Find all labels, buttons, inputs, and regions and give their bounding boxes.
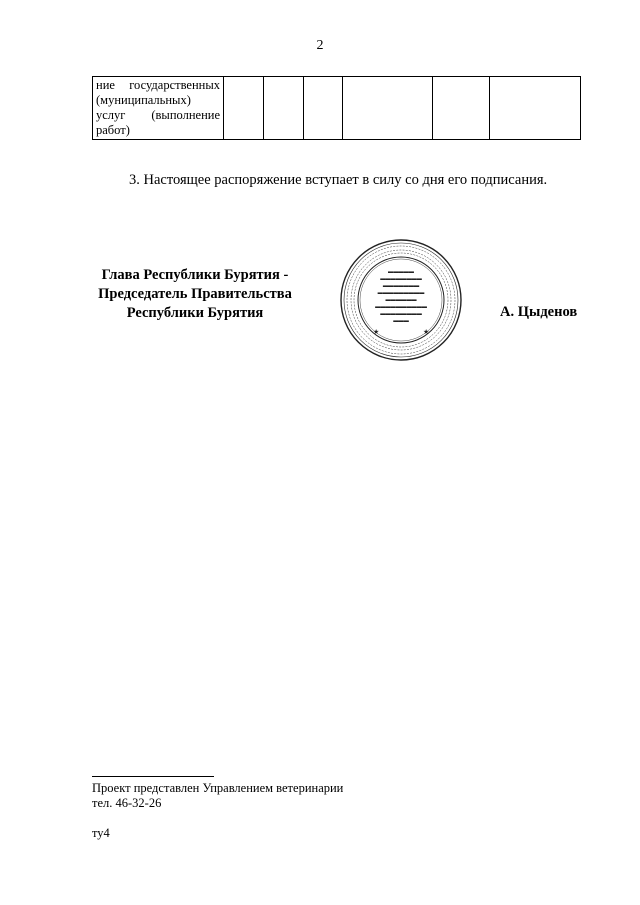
- table-cell-empty: [264, 77, 304, 140]
- svg-text:▬▬▬▬▬▬▬: ▬▬▬▬▬▬▬: [382, 283, 420, 289]
- footnote-line: Проект представлен Управлением ветеринарии: [92, 781, 344, 795]
- table-cell-empty: [433, 77, 490, 140]
- signatory-title-line: Глава Республики Бурятия -: [101, 267, 289, 283]
- svg-text:▬▬▬▬▬▬▬▬: ▬▬▬▬▬▬▬▬: [380, 276, 422, 282]
- table-cell-empty: [304, 77, 343, 140]
- signatory-title: [80, 266, 310, 323]
- table-cell-line: услуг (выполнение: [96, 108, 220, 122]
- footnote-line: тел. 46-32-26: [92, 796, 162, 810]
- executor-initials: ту4: [92, 826, 110, 840]
- svg-text:★: ★: [423, 328, 430, 336]
- official-seal-stamp: [339, 238, 463, 362]
- page-number: 2: [316, 38, 324, 53]
- clause-3-text: 3. Настоящее распоряжение вступает в силу со дня его подписания.: [129, 172, 548, 188]
- footnote-divider: [92, 776, 214, 777]
- svg-text:▬▬▬▬▬▬▬▬▬▬: ▬▬▬▬▬▬▬▬▬▬: [375, 304, 427, 310]
- signatory-title-line: Республики Бурятия: [126, 305, 264, 321]
- signatory-title-line: Председатель Правительства: [98, 286, 292, 302]
- svg-text:▬▬▬▬▬▬▬▬▬: ▬▬▬▬▬▬▬▬▬: [377, 290, 425, 296]
- svg-text:▬▬▬▬▬▬: ▬▬▬▬▬▬: [385, 297, 417, 303]
- svg-text:▬▬▬: ▬▬▬: [393, 318, 409, 324]
- table-cell-line: работ): [96, 123, 130, 137]
- svg-text:▬▬▬▬▬▬▬▬: ▬▬▬▬▬▬▬▬: [380, 311, 422, 317]
- svg-text:▬▬▬▬▬: ▬▬▬▬▬: [388, 269, 414, 275]
- table-cell-line: (муниципальных): [96, 93, 191, 107]
- table-cell-empty: [224, 77, 264, 140]
- continuation-table: [92, 76, 581, 140]
- signatory-name: А. Цыденов: [500, 304, 578, 320]
- table-cell-service-description: [93, 77, 224, 140]
- svg-text:★: ★: [373, 328, 380, 336]
- table-row: [93, 77, 581, 140]
- table-cell-empty: [490, 77, 581, 140]
- table-cell-empty: [343, 77, 433, 140]
- table-cell-line: ние государственных: [96, 78, 220, 92]
- footnote: [92, 781, 343, 811]
